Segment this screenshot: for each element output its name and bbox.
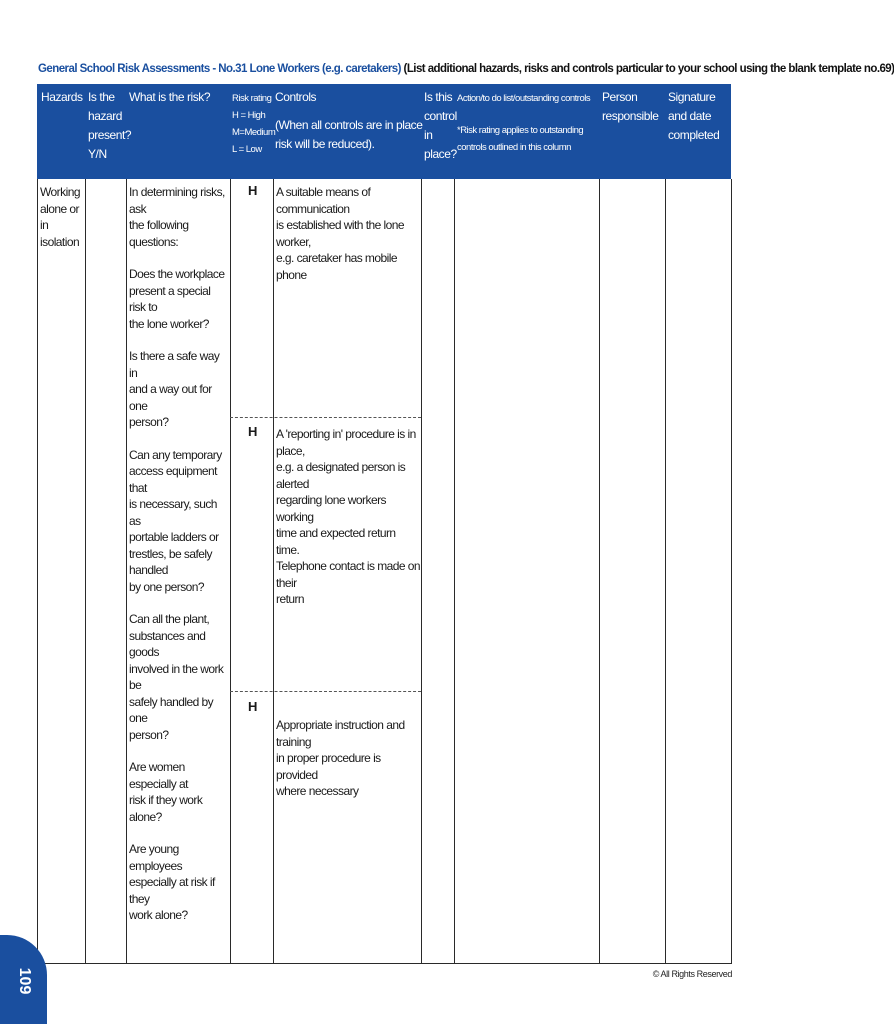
risk-rating-value: H <box>248 183 258 198</box>
column-divider <box>85 179 86 963</box>
page-number: 109 <box>16 967 33 995</box>
table-header <box>37 84 731 179</box>
risk-rating-value: H <box>248 699 258 714</box>
risk-question: Can any temporary access equipment that is necessary, such as portable ladders or trestles, be safely handled by one person? <box>129 447 222 594</box>
header-hazards: Hazards <box>41 90 83 104</box>
risk-question: Are women especially at risk if they work alone? <box>129 760 203 824</box>
risk-question: Does the workplace present a special risk to the lone worker? <box>129 267 225 331</box>
column-divider <box>126 179 127 963</box>
header-controls: Controls (When all controls are in place risk will be reduced). <box>275 90 423 151</box>
header-action: Action/to do list/outstanding controls *Risk rating applies to outstanding controls outlined in this column <box>457 93 591 153</box>
document-title <box>38 63 894 75</box>
risk-question: Is there a safe way in and a way out for one person? <box>129 349 220 429</box>
column-divider <box>599 179 600 963</box>
header-risk-rating: Risk rating H = High M=Medium L = Low <box>232 93 276 155</box>
control-cell: Appropriate instruction and training in proper procedure is provided where necessary <box>276 718 405 798</box>
row-divider <box>230 417 421 418</box>
column-divider <box>421 179 422 963</box>
risk-intro: In determining risks, ask the following questions: <box>129 185 225 249</box>
title-main: General School Risk Assessments - No.31 Lone Workers (e.g. caretakers) <box>38 63 401 75</box>
header-signature: Signature and date completed <box>668 90 720 142</box>
header-what-is-the-risk: What is the risk? <box>129 90 211 104</box>
risk-cell <box>129 184 229 924</box>
row-divider <box>230 691 421 692</box>
control-cell: A 'reporting in' procedure is in place, e.g. a designated person is alerted regarding lone workers working time and expected return time. Telephone contact is made on their return <box>276 427 421 606</box>
risk-question: Are young employees especially at risk if they work alone? <box>129 842 215 922</box>
hazard-cell: Working alone or in isolation <box>40 185 80 249</box>
column-divider <box>454 179 455 963</box>
column-divider <box>230 179 231 963</box>
risk-assessment-table <box>37 84 731 964</box>
risk-question: Can all the plant, substances and goods involved in the work be safely handled by one person? <box>129 612 224 742</box>
copyright-notice: © All Rights Reserved <box>652 969 732 979</box>
header-control-in-place: Is this control in place? <box>424 90 457 161</box>
control-cell: A suitable means of communication is established with the lone worker, e.g. caretaker has mobile phone <box>276 185 405 282</box>
title-note: (List additional hazards, risks and controls particular to your school using the blank template no.69) <box>403 63 894 75</box>
header-hazard-present: Is the hazard present? Y/N <box>88 90 132 161</box>
column-divider <box>665 179 666 963</box>
risk-rating-value: H <box>248 424 258 439</box>
header-person-responsible: Person responsible <box>602 90 659 123</box>
column-divider <box>273 179 274 963</box>
